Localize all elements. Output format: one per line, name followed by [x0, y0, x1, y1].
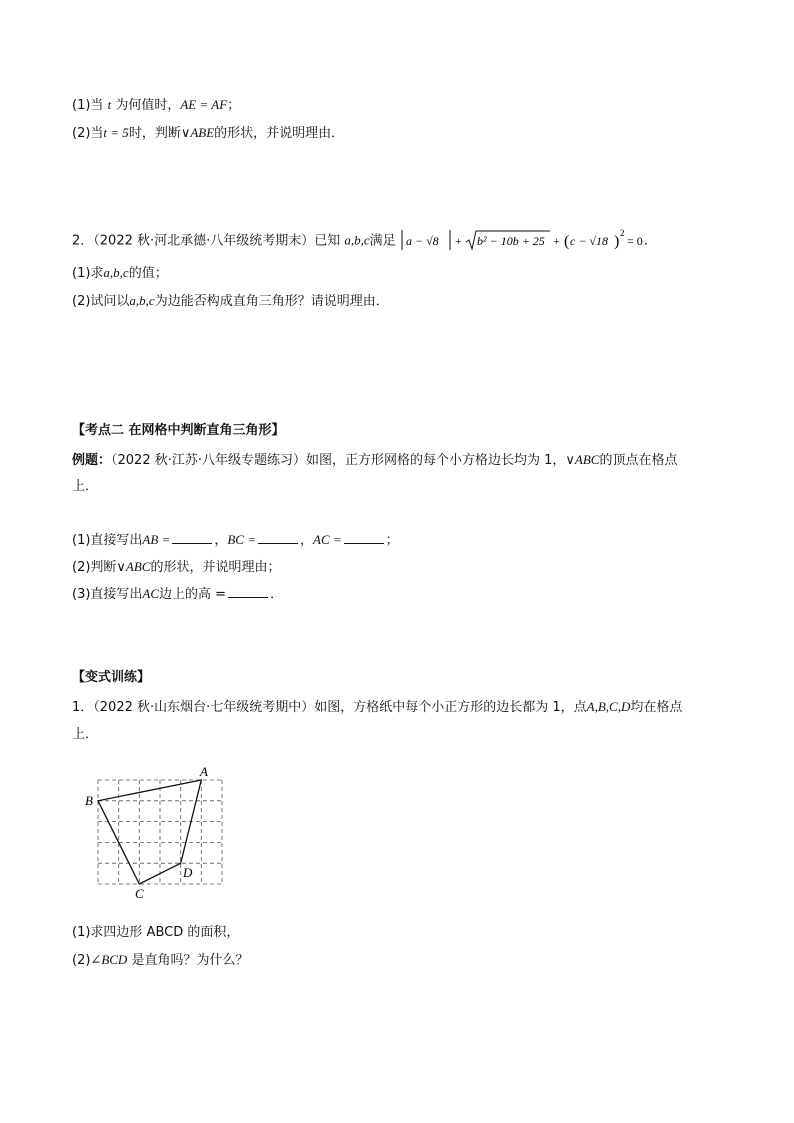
example-q1: (1)直接写出AB = ，BC = ，AC = ；	[72, 532, 399, 548]
blank-ac[interactable]	[344, 531, 384, 544]
problem-2-sub2: (2)试问以a,b,c为边能否构成直角三角形？请说明理由．	[72, 293, 389, 309]
point-label-a: A	[200, 764, 208, 779]
example-q2: (2)判断∨ABC的形状，并说明理由；	[72, 559, 281, 575]
blank-ab[interactable]	[172, 531, 212, 544]
variant-1-statement: 1．（2022 秋·山东烟台·七年级统考期中）如图，方格纸中每个小正方形的边长都为 1，点A,B,C,D均在格点	[72, 699, 683, 715]
variant-1-statement-cont: 上．	[72, 727, 99, 742]
point-label-c: C	[135, 886, 144, 901]
variant-1-q1: (1)求四边形 ABCD 的面积，	[72, 925, 240, 940]
problem-2-formula	[400, 228, 644, 254]
problem-2-sub1: (1)求a,b,c的值；	[72, 265, 168, 281]
power: 2	[619, 228, 625, 238]
problem-2-statement: 2．（2022 秋·河北承德·八年级统考期末）已知 a,b,c满足 a − √8 + b² − 10b + 25 + ( c − √18 ) 2 = 0 ．	[72, 228, 657, 254]
blank-height[interactable]	[228, 585, 268, 598]
variant-1-q2: (2)∠BCD 是直角吗？为什么？	[72, 952, 249, 968]
example-statement-cont: 上．	[72, 479, 99, 494]
plus-sign-2: +	[552, 234, 560, 248]
grid-figure	[80, 764, 230, 904]
paren-left: (	[563, 233, 570, 250]
abs-inner: a − √8	[405, 234, 439, 248]
blank-bc[interactable]	[258, 531, 298, 544]
section-heading-bianshi: 【变式训练】	[72, 670, 151, 685]
grid-lines	[98, 780, 222, 884]
paren-right: )	[613, 233, 620, 250]
point-label-b: B	[85, 793, 93, 808]
question-1-2: (2)当t = 5时，判断∨ABE的形状，并说明理由．	[72, 125, 345, 141]
question-1-1: (1)当 t 为何值时，AE = AF；	[72, 97, 241, 113]
equals-zero: = 0	[626, 234, 643, 248]
sqrt-inner: b² − 10b + 25	[476, 234, 545, 248]
example-q3: (3)直接写出AC边上的高 = ．	[72, 586, 284, 602]
paren-inner: c − √18	[569, 234, 608, 248]
point-label-d: D	[183, 865, 193, 880]
plus-sign-1: +	[454, 234, 462, 248]
example-statement: 例题：（2022 秋·江苏·八年级专题练习）如图，正方形网格的每个小方格边长均为 1，∨ABC的顶点在格点	[72, 452, 678, 468]
section-heading-kaodian2: 【考点二 在网格中判断直角三角形】	[72, 423, 285, 438]
